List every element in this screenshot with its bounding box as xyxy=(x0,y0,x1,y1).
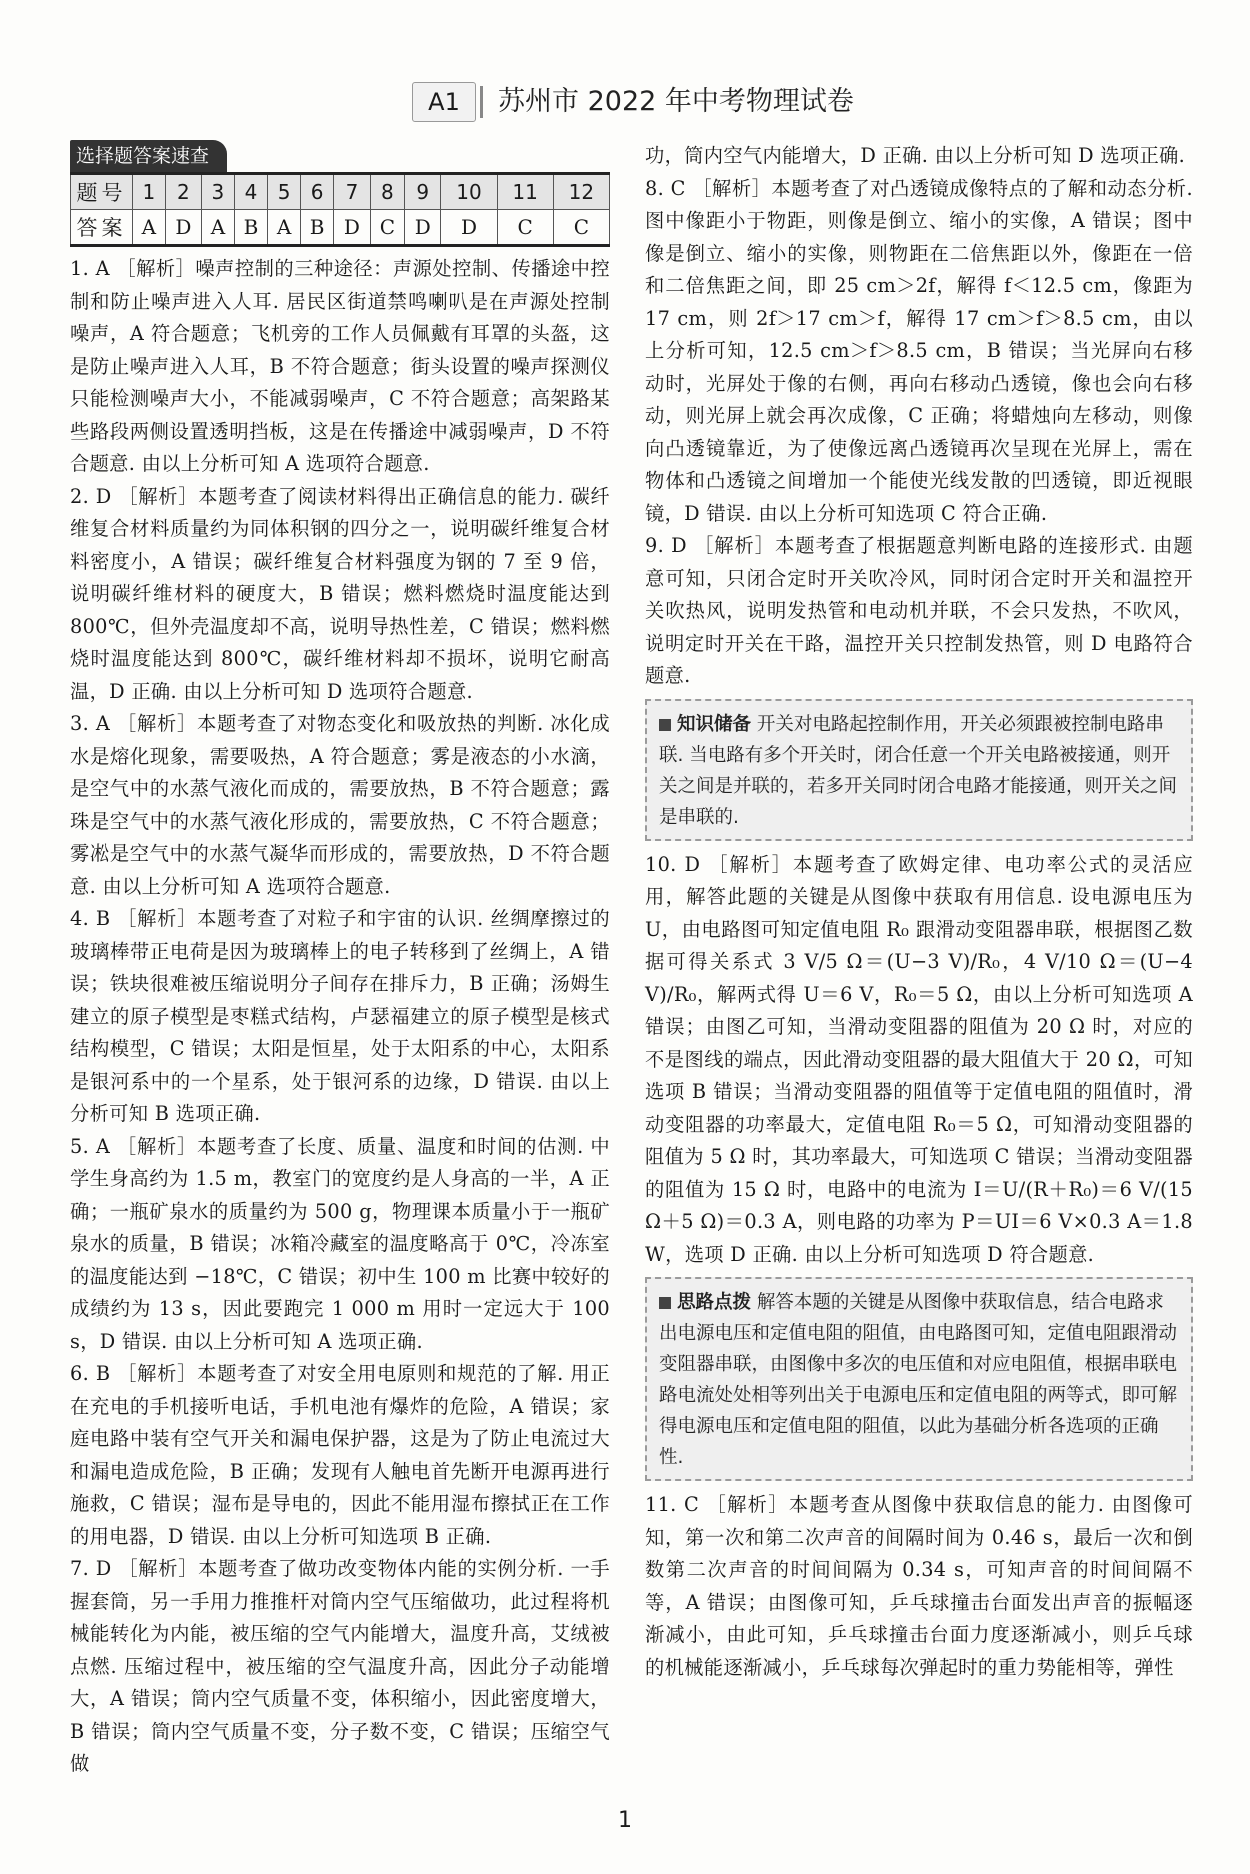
q-answer: C xyxy=(370,210,405,246)
knowledge-box-title: 知识储备 xyxy=(677,713,752,735)
q-answer: D xyxy=(165,210,201,246)
solution-11: 11. C ［解析］本题考查从图像中获取信息的能力. 由图像可知，第一次和第二次声音的间隔时间为 0.46 s，最后一次和倒数第二次声音的时间间隔为 0.34 s，可知声音的时间间隔不等，A 错误；由图像可知，乒乓球撞击台面发出声音的振幅逐渐减小，由此可知，乒乓球撞击台面力度逐渐减小，则乒乓球的机械能逐渐减小，乒乓球每次弹起时的重力势能相等，弹性 xyxy=(645,1493,1193,1679)
answer-table xyxy=(70,172,610,247)
q-number: 12 xyxy=(553,174,609,210)
solution-7-continued: 功，筒内空气内能增大，D 正确. 由以上分析可知 D 选项正确. xyxy=(645,144,1186,167)
solution-9: 9. D ［解析］本题考查了根据题意判断电路的连接形式. 由题意可知，只闭合定时开关吹冷风，同时闭合定时开关和温控开关吹热风，说明发热管和电动机并联，不会只发热，不吹风，说明定时开关在干路，温控开关只控制发热管，则 D 电路符合题意. xyxy=(645,534,1193,687)
q-number: 11 xyxy=(497,174,553,210)
solution-10: 10. D ［解析］本题考查了欧姆定律、电功率公式的灵活应用，解答此题的关键是从图像中获取有用信息. 设电源电压为 U，由电路图可知定值电阻 R₀ 跟滑动变阻器串联，根据图乙数据可得关系式 3 V/5 Ω＝(U−3 V)/R₀，4 V/10 Ω＝(U−4 V)/R₀，解两式得 U＝6 V，R₀＝5 Ω，由以上分析可知选项 A 错误；由图乙可知，当滑动变阻器的阻值为 20 Ω 时，对应的不是图线的端点，因此滑动变阻器的最大阻值大于 20 Ω，可知选项 B 错误；当滑动变阻器的阻值等于定值电阻的阻值时，滑动变阻器的功率最大，定值电阻 R₀＝5 Ω，可知滑动变阻器的阻值为 5 Ω 时，其功率最大，可知选项 C 错误；当滑动变阻器的阻值为 15 Ω 时，电路中的电流为 I＝U/(R＋R₀)＝6 V/(15 Ω＋5 Ω)＝0.3 A，则电路的功率为 P＝UI＝6 V×0.3 A＝1.8 W，选项 D 正确. 由以上分析可知选项 D 符合题意. xyxy=(645,852,1193,1266)
q-number: 4 xyxy=(234,174,267,210)
solution-2: 2. D ［解析］本题考查了阅读材料得出正确信息的能力. 碳纤维复合材料质量约为同体积钢的四分之一，说明碳纤维复合材料密度小，A 错误；碳纤维复合材料强度为钢的 7 至 9 倍，说明碳纤维材料的硬度大，B 错误；燃料燃烧时温度能达到 800℃，但外壳温度却不高，说明导热性差，C 错误；燃料燃烧时温度能达到 800℃，碳纤维材料却不损坏，说明它耐高温，D 正确. 由以上分析可知 D 选项符合题意. xyxy=(70,484,610,703)
solution-8: 8. C ［解析］本题考查了对凸透镜成像特点的了解和动态分析. 图中像距小于物距，则像是倒立、缩小的实像，A 错误；图中像是倒立、缩小的实像，则物距在二倍焦距以外，像距在一倍和二倍焦距之间，即 25 cm＞2f，解得 f＜12.5 cm，像距为 17 cm，则 2f＞17 cm＞f，解得 17 cm＞f＞8.5 cm，由以上分析可知，12.5 cm＞f＞8.5 cm，B 错误；当光屏向右移动时，光屏处于像的右侧，再向右移动凸透镜，像也会向右移动，则光屏上就会再次成像，C 正确；将蜡烛向左移动，则像向凸透镜靠近，为了使像远离凸透镜再次呈现在光屏上，需在物体和凸透镜之间增加一个能使光线发散的凹透镜，即近视眼镜，D 错误. 由以上分析可知选项 C 符合正确. xyxy=(645,176,1193,525)
q-answer: B xyxy=(300,210,333,246)
solution-3: 3. A ［解析］本题考查了对物态变化和吸放热的判断. 冰化成水是熔化现象，需要吸热，A 符合题意；雾是液态的小水滴，是空气中的水蒸气液化而成的，需要放热，B 不符合题意；露珠是空气中的水蒸气液化形成的，需要放热，C 不符合题意；雾凇是空气中的水蒸气凝华而形成的，需要放热，D 不符合题意. 由以上分析可知 A 选项符合题意. xyxy=(70,712,610,898)
q-answer: D xyxy=(405,210,441,246)
q-number: 2 xyxy=(165,174,201,210)
q-answer: C xyxy=(553,210,609,246)
q-answer: A xyxy=(202,210,235,246)
q-number: 9 xyxy=(405,174,441,210)
q-answer: A xyxy=(133,210,166,246)
knowledge-box-text: 开关对电路起控制作用，开关必须跟被控制电路串联. 当电路有多个开关时，闭合任意一个开关电路被接通，则开关之间是并联的，若多开关同时闭合电路才能接通，则开关之间是串联的. xyxy=(659,713,1178,828)
hint-box-title: 思路点拨 xyxy=(677,1292,752,1313)
square-bullet-icon xyxy=(659,719,671,731)
paper-title: 苏州市 2022 年中考物理试卷 xyxy=(498,86,854,117)
solution-7: 7. D ［解析］本题考查了做功改变物体内能的实例分析. 一手握套筒，另一手用力推推杆对筒内空气压缩做功，此过程将机械能转化为内能，被压缩的空气内能增大，温度升高，艾绒被点燃. 压缩过程中，被压缩的空气温度升高，因此分子动能增大，A 错误；筒内空气质量不变，体积缩小，因此密度增大，B 错误；筒内空气质量不变，分子数不变，C 错误；压缩空气做 xyxy=(70,1557,610,1775)
hint-box xyxy=(645,1277,1193,1481)
q-number: 7 xyxy=(334,174,370,210)
q-answer: C xyxy=(497,210,553,246)
q-number: 8 xyxy=(370,174,405,210)
answer-header: 答案 xyxy=(71,210,133,246)
answer-table-label: 选择题答案速查 xyxy=(70,140,227,172)
right-column xyxy=(645,140,1193,1684)
knowledge-box xyxy=(645,699,1193,841)
solution-1: 1. A ［解析］噪声控制的三种途径：声源处控制、传播途中控制和防止噪声进入人耳. 居民区街道禁鸣喇叭是在声源处控制噪声，A 符合题意；飞机旁的工作人员佩戴有耳罩的头盔，这是防止噪声进入人耳，B 不符合题意；街头设置的噪声探测仪只能检测噪声大小，不能减弱噪声，C 不符合题意；高架路某些路段两侧设置透明挡板，这是在传播途中减弱噪声，D 不符合题意. 由以上分析可知 A 选项符合题意. xyxy=(70,257,610,475)
solution-5: 5. A ［解析］本题考查了长度、质量、温度和时间的估测. 中学生身高约为 1.5 m，教室门的宽度约是人身高的一半，A 正确；一瓶矿泉水的质量约为 500 g，物理课本质量小于一瓶矿泉水的质量，B 错误；冰箱冷藏室的温度略高于 0℃，冷冻室的温度能达到 −18℃，C 错误；初中生 100 m 比赛中较好的成绩约为 13 s，因此要跑完 1 000 m 用时一定远大于 100 s，D 错误. 由以上分析可知 A 选项正确. xyxy=(70,1134,610,1353)
q-answer: D xyxy=(334,210,370,246)
square-bullet-icon xyxy=(659,1297,671,1309)
left-column xyxy=(70,140,610,1781)
q-number: 5 xyxy=(268,174,301,210)
header-divider xyxy=(480,86,483,118)
solution-6: 6. B ［解析］本题考查了对安全用电原则和规范的了解. 用正在充电的手机接听电话，手机电池有爆炸的危险，A 错误；家庭电路中装有空气开关和漏电保护器，这是为了防止电流过大和漏电造成危险，B 正确；发现有人触电首先断开电源再进行施救，C 错误；湿布是导电的，因此不能用湿布擦拭正在工作的用电器，D 错误. 由以上分析可知选项 B 正确. xyxy=(70,1362,610,1548)
page-header xyxy=(0,78,1250,128)
q-answer: D xyxy=(441,210,497,246)
page-number: 1 xyxy=(618,1808,632,1833)
solution-4: 4. B ［解析］本题考查了对粒子和宇宙的认识. 丝绸摩擦过的玻璃棒带正电荷是因为玻璃棒上的电子转移到了丝绸上，A 错误；铁块很难被压缩说明分子间存在排斥力，B 正确；汤姆生建立的原子模型是枣糕式结构，卢瑟福建立的原子模型是核式结构模型，C 错误；太阳是恒星，处于太阳系的中心，太阳系是银河系中的一个星系，处于银河系的边缘，D 错误. 由以上分析可知 B 选项正确. xyxy=(70,907,610,1125)
q-answer: A xyxy=(268,210,301,246)
q-number: 10 xyxy=(441,174,497,210)
paper-badge: A1 xyxy=(412,82,476,122)
q-number: 1 xyxy=(133,174,166,210)
q-number: 6 xyxy=(300,174,333,210)
q-number: 3 xyxy=(202,174,235,210)
number-header: 题号 xyxy=(71,174,133,210)
hint-box-text: 解答本题的关键是从图像中获取信息，结合电路求出电源电压和定值电阻的阻值，由电路图可知，定值电阻跟滑动变阻器串联，由图像中多次的电压值和对应电阻值，根据串联电路电流处处相等列出关于电源电压和定值电阻的两等式，即可解得电源电压和定值电阻的阻值，以此为基础分析各选项的正确性. xyxy=(659,1292,1178,1468)
q-answer: B xyxy=(234,210,267,246)
